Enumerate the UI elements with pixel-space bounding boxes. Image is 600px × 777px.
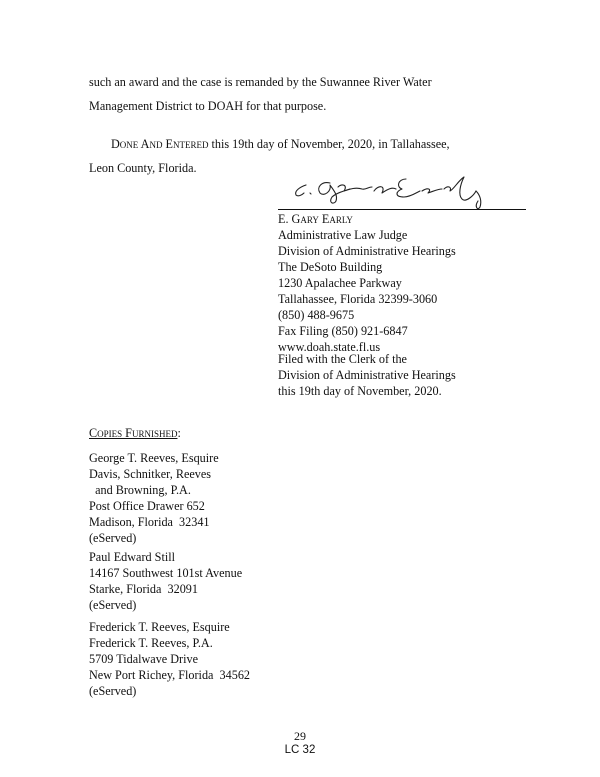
- page-footer: [0, 729, 600, 757]
- recipient-line: (eServed): [89, 598, 137, 612]
- recipient-line: Post Office Drawer 652: [89, 499, 205, 513]
- recipient-line: Paul Edward Still: [89, 550, 175, 564]
- page-number: 29: [294, 729, 306, 743]
- filing-line-1: Filed with the Clerk of the: [278, 352, 407, 366]
- recipient-line: 5709 Tidalwave Drive: [89, 652, 199, 666]
- judge-title: Administrative Law Judge: [278, 228, 408, 242]
- recipient-line: Davis, Schnitker, Reeves: [89, 467, 212, 481]
- division-name: Division of Administrative Hearings: [278, 244, 456, 258]
- filing-line-2: Division of Administrative Hearings: [278, 368, 456, 382]
- lc-page-label: LC 32: [284, 744, 316, 756]
- recipient-line: Frederick T. Reeves, P.A.: [89, 636, 213, 650]
- recipient-address: [89, 450, 219, 546]
- done-and-entered-line-1: [89, 132, 519, 156]
- recipient-line: 14167 Southwest 101st Avenue: [89, 566, 243, 580]
- fax-number: Fax Filing (850) 921-6847: [278, 324, 408, 338]
- signature-line: [278, 209, 526, 210]
- recipient-address: [89, 619, 250, 699]
- copies-furnished-label: Copies Furnished: [89, 426, 178, 440]
- building-name: The DeSoto Building: [278, 260, 383, 274]
- copies-furnished-heading: [89, 425, 181, 441]
- judge-name: E. Gary Early: [278, 212, 353, 226]
- recipient-line: and Browning, P.A.: [89, 483, 191, 497]
- phone-number: (850) 488-9675: [278, 308, 355, 322]
- recipient-line: Starke, Florida 32091: [89, 582, 198, 596]
- recipient-line: Frederick T. Reeves, Esquire: [89, 620, 230, 634]
- signature-block: [278, 211, 456, 355]
- city-state-zip: Tallahassee, Florida 32399-3060: [278, 292, 438, 306]
- website-url: www.doah.state.fl.us: [278, 340, 381, 354]
- closing-paragraph: [89, 70, 509, 118]
- filing-line-3: this 19th day of November, 2020.: [278, 384, 442, 398]
- recipient-line: (eServed): [89, 684, 137, 698]
- recipient-line: (eServed): [89, 531, 137, 545]
- done-and-entered-line-2: Leon County, Florida.: [89, 161, 197, 175]
- closing-line-1: such an award and the case is remanded by the Suwannee River Water: [89, 75, 432, 89]
- street-address: 1230 Apalachee Parkway: [278, 276, 402, 290]
- recipient-line: George T. Reeves, Esquire: [89, 451, 219, 465]
- recipient-line: Madison, Florida 32341: [89, 515, 210, 529]
- recipient-line: New Port Richey, Florida 34562: [89, 668, 251, 682]
- done-and-entered-caps: Done And Entered: [111, 137, 209, 151]
- handwritten-signature: [278, 165, 526, 211]
- recipient-address: [89, 549, 242, 613]
- copies-furnished-colon: :: [177, 426, 181, 440]
- done-and-entered-rest: this 19th day of November, 2020, in Tallahassee,: [208, 137, 450, 151]
- filing-notice: [278, 351, 456, 399]
- closing-line-2: Management District to DOAH for that purpose.: [89, 99, 327, 113]
